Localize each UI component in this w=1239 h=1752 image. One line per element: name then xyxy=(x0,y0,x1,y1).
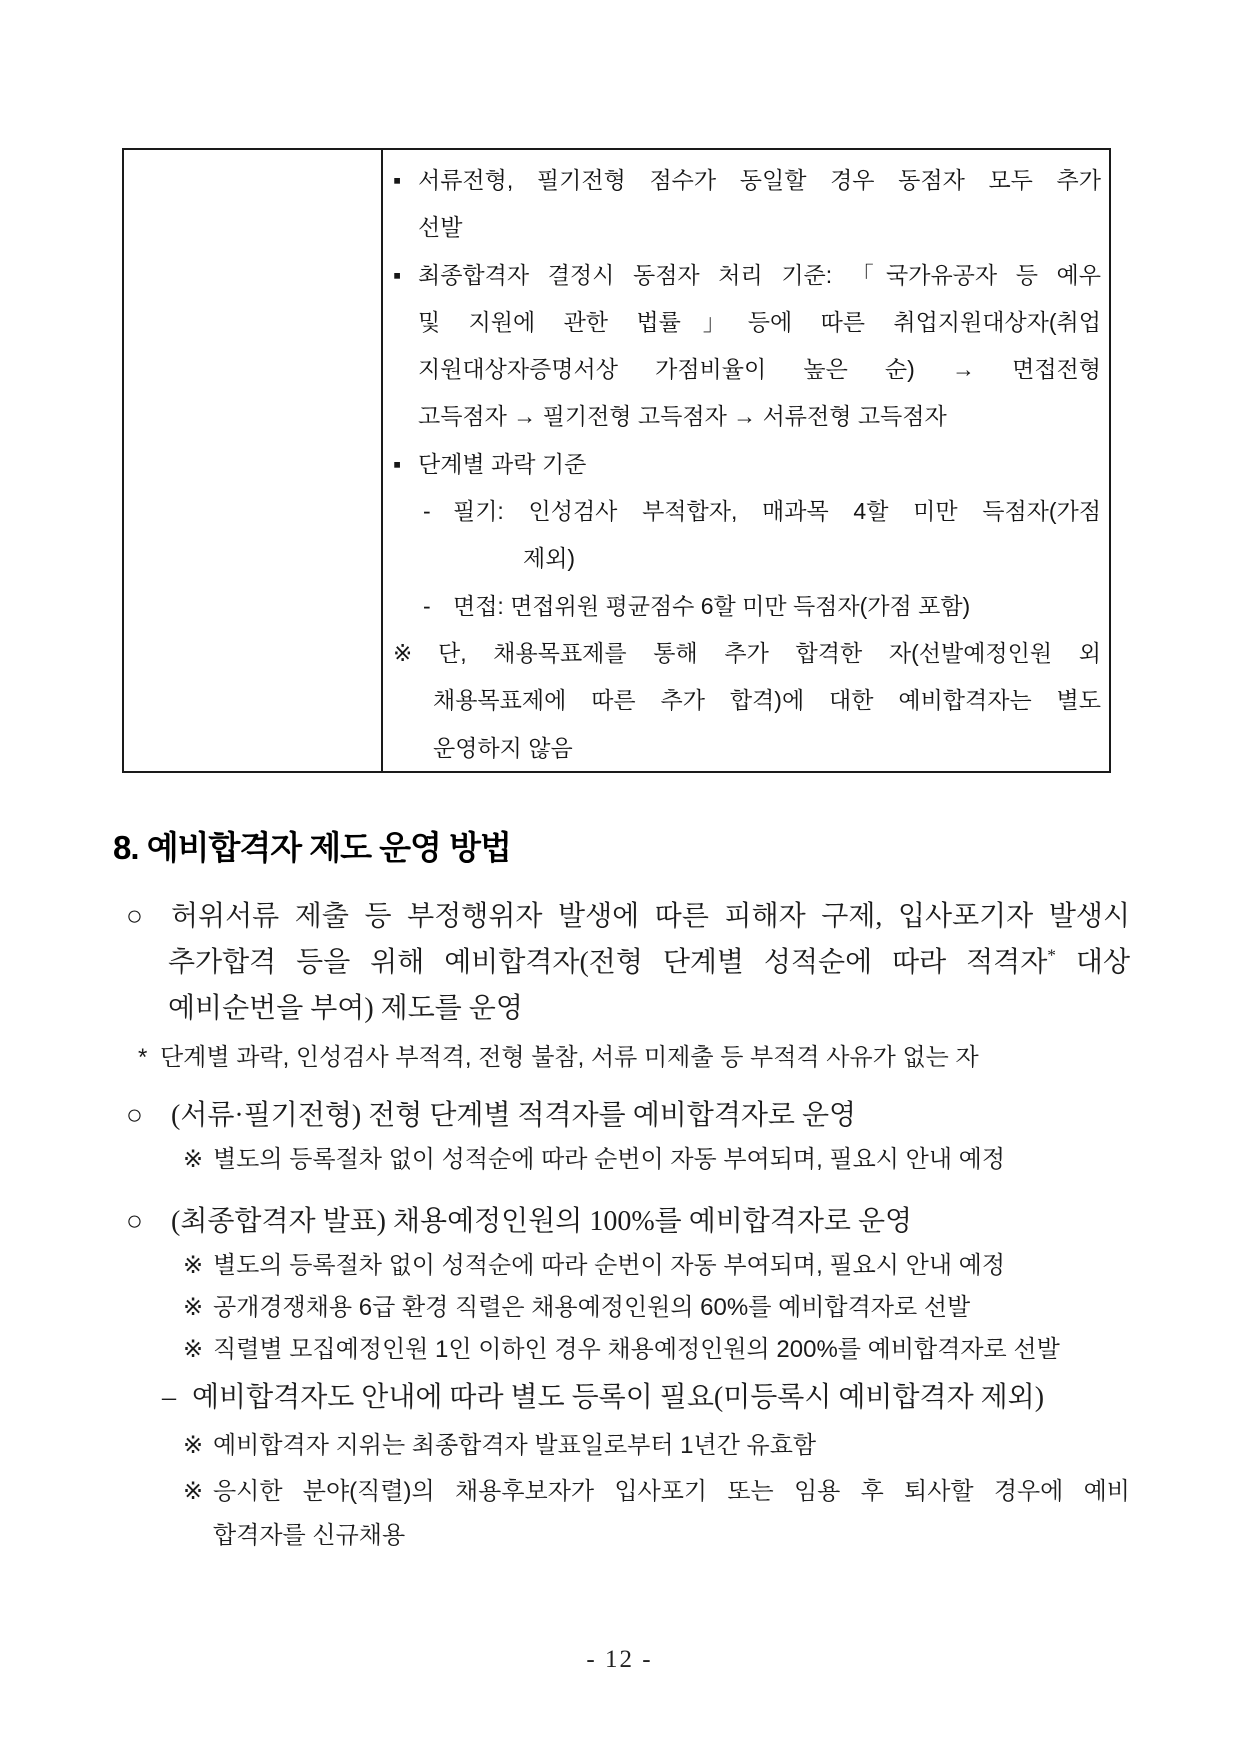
table-line-text: 지원대상자증명서상 가점비율이 높은 순) → 면접전형 xyxy=(418,356,1101,383)
reference-mark-icon: ※ xyxy=(393,639,413,666)
body-line xyxy=(0,940,1130,986)
square-bullet-icon: ▪ xyxy=(393,450,402,477)
body-line-text: 예비합격자도 안내에 따라 별도 등록이 필요(미등록시 예비합격자 제외) xyxy=(192,1382,1045,1413)
note-line xyxy=(0,1514,1130,1558)
reference-mark-icon: ※ xyxy=(183,1478,204,1505)
note-text: 응시한 분야(직렬)의 채용후보자가 입사포기 또는 임용 후 퇴사할 경우에 예비 xyxy=(213,1478,1130,1505)
note-text: 별도의 등록절차 없이 성적순에 따라 순번이 자동 부여되며, 필요시 안내 예정 xyxy=(213,1252,1006,1279)
body-line xyxy=(0,1093,1130,1139)
reference-mark-icon: ※ xyxy=(183,1146,204,1173)
reference-mark-icon: ※ xyxy=(183,1336,204,1363)
table-line-text: 단계별 과락 기준 xyxy=(418,450,587,477)
table-line-text: 채용목표제에 따른 추가 합격)에 대한 예비합격자는 별도 xyxy=(433,687,1101,714)
dash-bullet-icon: - xyxy=(423,498,431,525)
table-line-text: 선발 xyxy=(418,214,463,241)
asterisk-marker-icon: * xyxy=(138,1044,148,1071)
note-line xyxy=(0,1470,1130,1514)
circle-bullet-icon: ○ xyxy=(126,901,143,932)
note-line xyxy=(0,1245,1130,1287)
circle-bullet-icon: ○ xyxy=(126,1100,143,1131)
table-line-text: 운영하지 않음 xyxy=(433,734,573,761)
body-line xyxy=(0,986,1130,1032)
square-bullet-icon: ▪ xyxy=(393,167,402,193)
footnote-text: 단계별 과락, 인성검사 부적격, 전형 불참, 서류 미제출 등 부적격 사유가 없는 자 xyxy=(160,1044,979,1071)
note-text: 직렬별 모집예정인원 1인 이하인 경우 채용예정인원의 200%를 예비합격자로 선발 xyxy=(213,1336,1060,1363)
table-line-text: 면접: 면접위원 평균점수 6할 미만 득점자(가점 포함) xyxy=(453,592,971,619)
table-line-text: 및 지원에 관한 법률」등에 따른 취업지원대상자(취업 xyxy=(418,308,1101,335)
dash-bullet-icon: - xyxy=(423,592,431,619)
footnote-asterisk: * xyxy=(1047,945,1056,965)
page-number: - 12 - xyxy=(586,1646,653,1673)
note-text: 별도의 등록절차 없이 성적순에 따라 순번이 자동 부여되며, 필요시 안내 예정 xyxy=(213,1146,1006,1173)
reference-mark-icon: ※ xyxy=(183,1294,204,1321)
section-heading: 8. 예비합격자 제도 운영 방법 xyxy=(113,829,511,866)
footnote-line xyxy=(0,1037,1130,1079)
table-line-text: 제외) xyxy=(523,545,576,572)
body-line-text: 예비순번을 부여) 제도를 운영 xyxy=(168,993,523,1024)
table-line-text: 최종합격자 결정시 동점자 처리 기준: 「국가유공자 등 예우 xyxy=(418,261,1101,288)
table-line-text: 단, 채용목표제를 통해 추가 합격한 자(선발예정인원 외 xyxy=(438,639,1101,666)
note-line xyxy=(0,1287,1130,1329)
body-line xyxy=(0,1199,1130,1245)
body-line-text: 허위서류 제출 등 부정행위자 발생에 따른 피해자 구제, 입사포기자 발생시 xyxy=(171,901,1130,932)
square-bullet-icon: ▪ xyxy=(393,261,402,288)
body-line-text: (서류·필기전형) 전형 단계별 적격자를 예비합격자로 운영 xyxy=(171,1100,857,1131)
note-line xyxy=(0,1139,1130,1181)
note-text: 합격자를 신규채용 xyxy=(213,1522,406,1549)
table-line-text: 서류전형, 필기전형 점수가 동일할 경우 동점자 모두 추가 xyxy=(418,167,1101,193)
table-line-text: 필기: 인성검사 부적합자, 매과목 4할 미만 득점자(가점 xyxy=(453,498,1101,525)
note-line xyxy=(0,1425,1130,1467)
body-line-text: 대상 xyxy=(1055,947,1130,978)
note-text: 공개경쟁채용 6급 환경 직렬은 채용예정인원의 60%를 예비합격자로 선발 xyxy=(213,1294,971,1321)
table-line-text: 고득점자 → 필기전형 고득점자 → 서류전형 고득점자 xyxy=(418,403,947,430)
reference-mark-icon: ※ xyxy=(183,1432,204,1459)
reference-mark-icon: ※ xyxy=(183,1252,204,1279)
dash-bullet-icon: – xyxy=(162,1382,176,1413)
body-line xyxy=(0,894,1130,940)
note-line xyxy=(0,1329,1130,1371)
circle-bullet-icon: ○ xyxy=(126,1206,143,1237)
body-line-text: (최종합격자 발표) 채용예정인원의 100%를 예비합격자로 운영 xyxy=(171,1206,913,1237)
body-line-text: 추가합격 등을 위해 예비합격자(전형 단계별 성적순에 따라 적격자 xyxy=(168,947,1048,978)
note-text: 예비합격자 지위는 최종합격자 발표일로부터 1년간 유효함 xyxy=(213,1432,817,1459)
body-line xyxy=(0,1375,1130,1421)
